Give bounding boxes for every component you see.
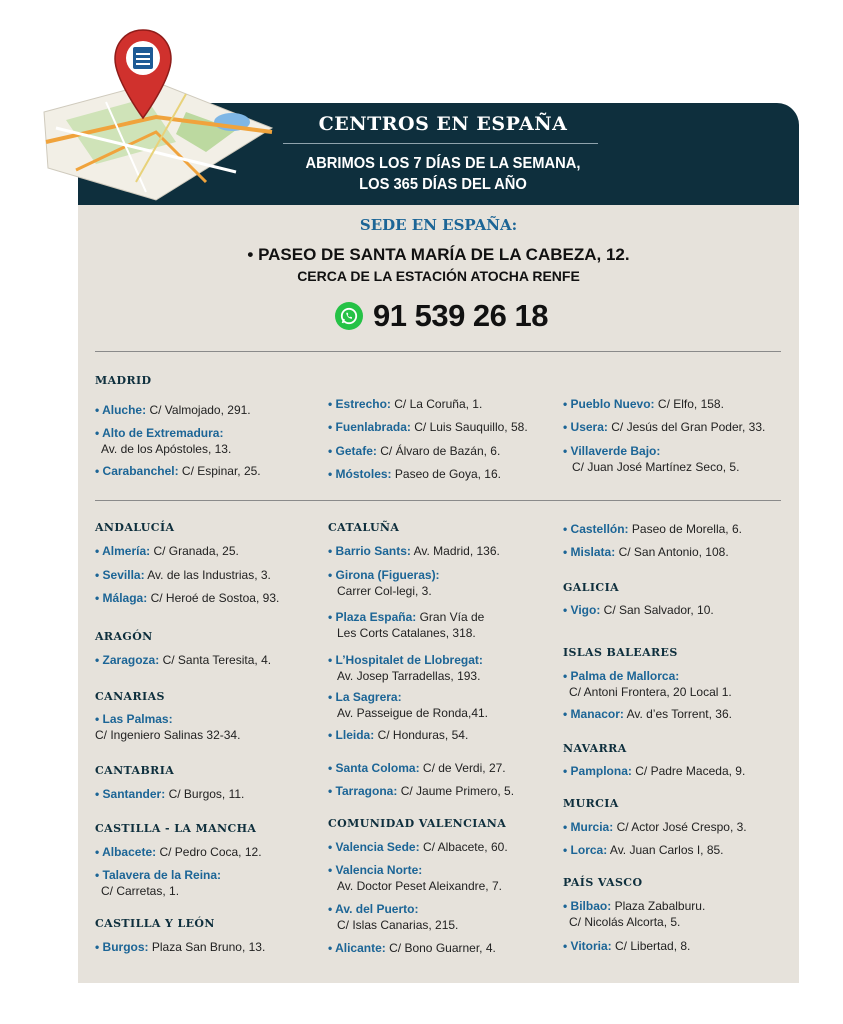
center-vigo: • Vigo: C/ San Salvador, 10. bbox=[563, 603, 714, 617]
center-albacete: • Albacete: C/ Pedro Coca, 12. bbox=[95, 845, 262, 859]
section-title-pais-vasco: PAÍS VASCO bbox=[563, 876, 643, 889]
center-castellon: • Castellón: Paseo de Morella, 6. bbox=[563, 522, 742, 536]
center-getafe: • Getafe: C/ Álvaro de Bazán, 6. bbox=[328, 444, 501, 458]
page-title: CENTROS EN ESPAÑA bbox=[318, 113, 568, 135]
section-title-cantabria: CANTABRIA bbox=[95, 764, 175, 777]
center-santa-coloma: • Santa Coloma: C/ de Verdi, 27. bbox=[328, 761, 506, 775]
section-title-cataluna: CATALUÑA bbox=[328, 521, 400, 534]
whatsapp-icon bbox=[335, 302, 363, 330]
phone-number[interactable]: 91 539 26 18 bbox=[373, 298, 549, 333]
center-lleida: • Lleida: C/ Honduras, 54. bbox=[328, 728, 469, 742]
center-zaragoza: • Zaragoza: C/ Santa Teresita, 4. bbox=[95, 653, 272, 667]
center-alicante: • Alicante: C/ Bono Guarner, 4. bbox=[328, 941, 496, 955]
center-murcia: • Murcia: C/ Actor José Crespo, 3. bbox=[563, 820, 747, 834]
section-title-murcia: MURCIA bbox=[563, 797, 619, 810]
center-pueblo-nuevo: • Pueblo Nuevo: C/ Elfo, 158. bbox=[563, 397, 724, 411]
center-palma: • Palma de Mallorca: C/ Antoni Frontera, 20 Local 1. bbox=[563, 669, 732, 699]
center-malaga: • Málaga: C/ Heroé de Sostoa, 93. bbox=[95, 591, 280, 605]
center-tarragona: • Tarragona: C/ Jaume Primero, 5. bbox=[328, 784, 515, 798]
sede-address: • PASEO DE SANTA MARÍA DE LA CABEZA, 12. bbox=[247, 245, 630, 264]
center-sevilla: • Sevilla: Av. de las Industrias, 3. bbox=[95, 568, 271, 582]
center-burgos: • Burgos: Plaza San Bruno, 13. bbox=[95, 940, 266, 954]
center-villaverde-bajo: • Villaverde Bajo: C/ Juan José Martínez Seco, 5. bbox=[563, 444, 740, 474]
center-estrecho: • Estrecho: C/ La Coruña, 1. bbox=[328, 397, 483, 411]
center-la-sagrera: • La Sagrera: Av. Passeigue de Ronda,41. bbox=[328, 690, 488, 720]
section-title-valenciana: COMUNIDAD VALENCIANA bbox=[328, 817, 507, 830]
center-plaza-espana: • Plaza España: Gran Vía de Les Corts Catalanes, 318. bbox=[328, 610, 485, 640]
section-title-aragon: ARAGÓN bbox=[95, 630, 153, 643]
section-title-madrid: MADRID bbox=[95, 374, 152, 387]
divider-top bbox=[95, 351, 781, 352]
center-barrio-sants: • Barrio Sants: Av. Madrid, 136. bbox=[328, 544, 500, 558]
center-las-palmas: • Las Palmas: C/ Ingeniero Salinas 32-34. bbox=[95, 712, 241, 742]
section-title-castilla-leon: CASTILLA Y LEÓN bbox=[95, 917, 215, 930]
center-girona: • Girona (Figueras): Carrer Col-legi, 3. bbox=[328, 568, 440, 598]
center-santander: • Santander: C/ Burgos, 11. bbox=[95, 787, 245, 801]
center-fuenlabrada: • Fuenlabrada: C/ Luis Sauquillo, 58. bbox=[328, 420, 528, 434]
center-usera: • Usera: C/ Jesús del Gran Poder, 33. bbox=[563, 420, 766, 434]
center-almeria: • Almería: C/ Granada, 25. bbox=[95, 544, 239, 558]
center-talavera: • Talavera de la Reina: C/ Carretas, 1. bbox=[95, 868, 222, 898]
center-pamplona: • Pamplona: C/ Padre Maceda, 9. bbox=[563, 764, 746, 778]
sede-near: CERCA DE LA ESTACIÓN ATOCHA RENFE bbox=[297, 268, 580, 284]
header-subtitle bbox=[296, 153, 590, 195]
center-mislata: • Mislata: C/ San Antonio, 108. bbox=[563, 545, 729, 559]
location-pin-icon bbox=[112, 28, 174, 120]
phone-row[interactable] bbox=[335, 296, 548, 336]
center-hospitalet: • L’Hospitalet de Llobregat: Av. Josep Tarradellas, 193. bbox=[328, 653, 483, 683]
center-manacor: • Manacor: Av. d’es Torrent, 36. bbox=[563, 707, 732, 721]
section-title-castilla-mancha: CASTILLA - LA MANCHA bbox=[95, 822, 257, 835]
center-mostoles: • Móstoles: Paseo de Goya, 16. bbox=[328, 467, 501, 481]
section-title-navarra: NAVARRA bbox=[563, 742, 627, 755]
center-av-puerto: • Av. del Puerto: C/ Islas Canarias, 215. bbox=[328, 902, 459, 932]
section-title-baleares: ISLAS BALEARES bbox=[563, 646, 678, 659]
header-divider bbox=[283, 143, 598, 144]
center-valencia-norte: • Valencia Norte: Av. Doctor Peset Aleixandre, 7. bbox=[328, 863, 502, 893]
center-valencia-sede: • Valencia Sede: C/ Albacete, 60. bbox=[328, 840, 508, 854]
divider-middle bbox=[95, 500, 781, 501]
subtitle-line-2: LOS 365 DÍAS DEL AÑO bbox=[359, 176, 527, 193]
section-title-galicia: GALICIA bbox=[563, 581, 620, 594]
subtitle-line-1: ABRIMOS LOS 7 DÍAS DE LA SEMANA, bbox=[305, 155, 581, 172]
center-alto-extremadura: • Alto de Extremadura: Av. de los Apóstoles, 13. bbox=[95, 426, 232, 456]
center-vitoria: • Vitoria: C/ Libertad, 8. bbox=[563, 939, 691, 953]
center-aluche: • Aluche: C/ Valmojado, 291. bbox=[95, 403, 251, 417]
center-lorca: • Lorca: Av. Juan Carlos I, 85. bbox=[563, 843, 724, 857]
center-bilbao: • Bilbao: Plaza Zabalburu. C/ Nicolás Alcorta, 5. bbox=[563, 899, 706, 929]
section-title-andalucia: ANDALUCÍA bbox=[95, 521, 175, 534]
center-carabanchel: • Carabanchel: C/ Espinar, 25. bbox=[95, 464, 261, 478]
section-title-canarias: CANARIAS bbox=[95, 690, 165, 703]
sede-title: SEDE EN ESPAÑA: bbox=[359, 216, 518, 234]
